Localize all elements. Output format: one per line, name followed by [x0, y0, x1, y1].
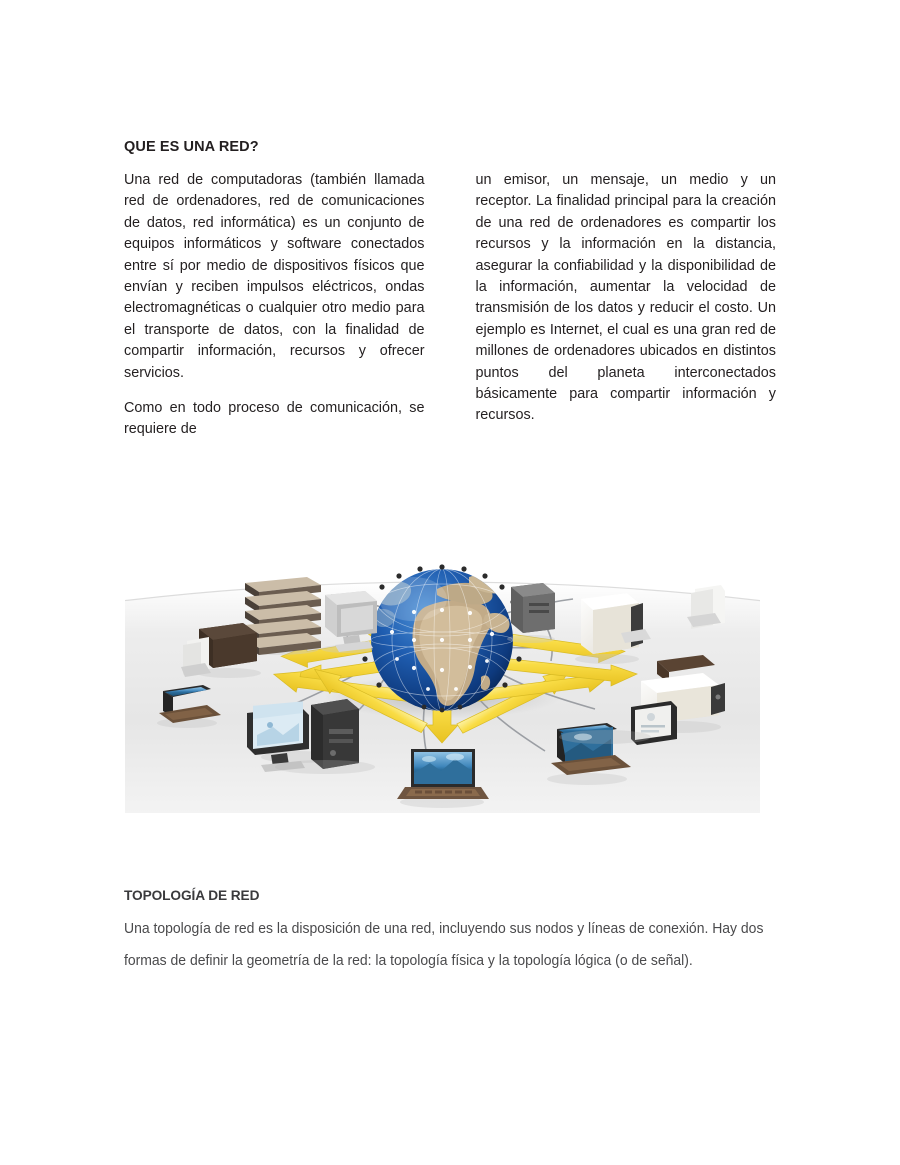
- network-illustration-graphic: [125, 537, 760, 813]
- network-illustration: [125, 537, 760, 813]
- section-two-heading: TOPOLOGÍA DE RED: [124, 888, 260, 904]
- left-column: [124, 170, 425, 441]
- right-column: [476, 170, 777, 441]
- right-column-paragraph-1: un emisor, un mensaje, un medio y un receptor. La finalidad principal para la creación de una red de ordenadores es compartir los recursos y la información en la distancia, asegurar la confiabilidad y la disponibilidad de la información, aumentar la velocidad de transmisión de los datos y reducir el costo. Un ejemplo es Internet, el cual es una gran red de millones de ordenadores ubicados en distintos puntos del planeta interconectados básicamente para compartir información y recursos.: [475, 172, 776, 424]
- section-two-body: [124, 913, 764, 977]
- two-column-text-block: [124, 170, 776, 441]
- section-two-paragraph: Una topología de red es la disposición de una red, incluyendo sus nodos y líneas de conexión. Hay dos formas de definir la geometría de la red: la topología física y la topología lógica (o de señal).: [124, 921, 764, 969]
- left-column-paragraph-1: Una red de computadoras (también llamada red de ordenadores, red de comunicaciones de datos, red informática) es un conjunto de equipos informáticos y software conectados entre sí por medio de dispositivos físicos que envían y reciben impulsos eléctricos, ondas electromagnéticas o cualquier otro medio para el transporte de datos, con la finalidad de compartir información, recursos y ofrecer servicios.: [124, 172, 425, 381]
- section-one-heading: QUE ES UNA RED?: [124, 139, 259, 155]
- left-column-paragraph-2: Como en todo proceso de comunicación, se requiere de: [124, 400, 425, 438]
